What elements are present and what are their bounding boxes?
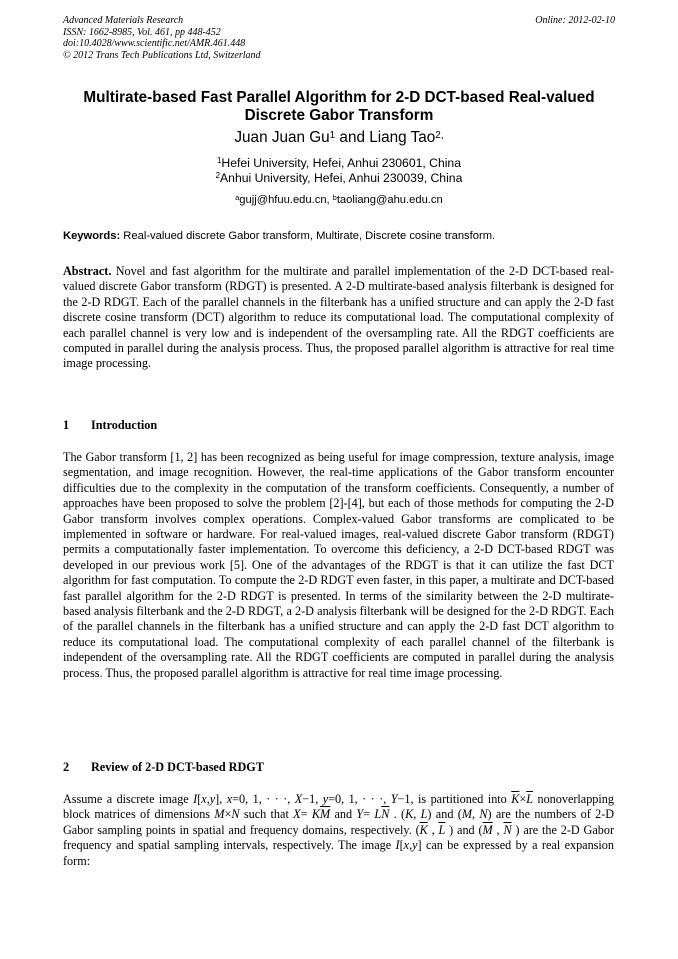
running-header — [63, 15, 615, 61]
s2-math: K — [405, 807, 414, 822]
s2-math: X — [293, 807, 301, 822]
email-line — [63, 193, 615, 207]
doi-line: doi:10.4028/www.scientific.net/AMR.461.448 — [63, 38, 246, 50]
s2-text: , — [206, 792, 210, 806]
s2-text: , — [409, 838, 413, 853]
s2-math: Y — [356, 807, 364, 822]
author-line — [63, 129, 615, 147]
s2-math-overline: $\overline{N}$ — [503, 822, 512, 837]
s2-text: × — [519, 792, 527, 806]
author-conjunction: and — [335, 129, 370, 146]
s2-math: M — [214, 807, 225, 822]
section-2-body — [63, 792, 614, 869]
author-2: Liang Tao — [369, 129, 436, 146]
s2-text: −1, — [302, 792, 323, 806]
s2-math-overline: $\overline{L}$ — [438, 822, 446, 837]
s2-math: x — [403, 838, 410, 853]
s2-math-overline: $\overline{M}$ — [482, 822, 493, 837]
abstract-text: Novel and fast algorithm for the multirate and parallel implementation of the 2-D DCT-based real-valued discrete Gabor transform (RDGT) is presented. A 2-D multirate-based analysis filterbank is designed for the 2-D RDGT. Each of the parallel channels in the filterbank has a unified structure and can apply the 2-D fast discrete cosine transform (DCT) algorithm to reduce its computational load. The computational complexity of each parallel channel is very low and is independent of the oversampling rate. All the RDGT coefficients are computed in parallel during the analysis process. Thus, the proposed parallel algorithm is attractive for real time image processing. — [63, 264, 614, 371]
author-2-affil: 2, — [435, 130, 444, 141]
section-1-number: 1 — [63, 418, 70, 432]
s2-math-overline: $\overline{K}$ — [419, 822, 428, 837]
author-1-affil: 1 — [329, 130, 336, 141]
s2-text: = — [300, 807, 312, 822]
section-2-title: Review of 2-D DCT-based RDGT — [91, 760, 264, 774]
s2-math: y — [322, 792, 329, 806]
keywords-text: Real-valued discrete Gabor transform, Multirate, Discrete cosine transform. — [120, 230, 496, 242]
s2-text: . ( — [389, 807, 406, 822]
s2-text: such that — [239, 807, 294, 822]
email-a-marker: a — [235, 193, 240, 202]
s2-math-overline: $\overline{L}$ — [526, 792, 534, 806]
keywords — [63, 229, 615, 243]
s2-text: ] can be expressed by a real expansion form: — [63, 838, 614, 868]
s2-math: I — [193, 792, 198, 806]
s2-text: Assume a discrete image — [63, 792, 194, 806]
s2-math: M — [461, 807, 472, 822]
s2-text: =0, 1, · · ·, — [232, 792, 295, 806]
s2-math: N — [479, 807, 488, 822]
copyright-line: © 2012 Trans Tech Publications Ltd, Switzerland — [63, 49, 261, 61]
author-1: Juan Juan Gu — [234, 129, 330, 146]
online-date: Online: 2012-02-10 — [535, 15, 615, 26]
s2-text: = — [363, 807, 375, 822]
email-b-marker: b — [332, 193, 337, 202]
section-1-heading — [63, 418, 157, 432]
s2-text: ], — [215, 792, 227, 806]
s2-text: , — [492, 822, 504, 837]
s2-text: , — [471, 807, 480, 822]
issn-line: ISSN: 1662-8985, Vol. 461, pp 448-452 — [63, 26, 221, 38]
s2-text: =0, 1, · · ·, — [328, 792, 391, 806]
paper-title: Multirate-based Fast Parallel Algorithm for 2-D DCT-based Real-valued Discrete Gabor Transform — [83, 89, 595, 124]
s2-text: ) and ( — [445, 822, 483, 837]
s2-math: y — [209, 792, 216, 806]
s2-math-overline: $\overline{N}$ — [381, 807, 390, 822]
s2-math: L — [374, 807, 382, 822]
s2-text: ) are the numbers of 2-D Gabor sampling points in spatial and frequency domains, respectively. ( — [63, 807, 615, 837]
s2-text: −1, is partitioned into — [397, 792, 512, 806]
affiliation-2 — [63, 171, 615, 185]
s2-text: ) and ( — [427, 807, 462, 822]
s2-math-overline: $\overline{K}$ — [511, 792, 520, 806]
affiliation-2-marker: 2 — [215, 171, 221, 180]
section-2-heading — [63, 760, 264, 774]
s2-text: ) are the 2-D Gabor frequency and spatial sampling intervals, respectively. The image — [63, 822, 615, 853]
abstract — [63, 264, 614, 372]
s2-math: N — [231, 807, 240, 822]
section-1-body: The Gabor transform [1, 2] has been recognized as being useful for image compression, texture analysis, image segmentation, and image recognition. However, the real-time applications of the Gabor transform encounter difficulties due to the complexity in the computation of the transform coefficients. Consequently, a number of approaches have been proposed to solve the problem [2]-[4], but each of those methods for computing the 2-D Gabor transform involves complex operations. Complex-valued Gabor transforms are complicated to be implemented in software or hardware. For real-valued images, real-valued discrete Gabor transform (RDGT) permits a computationally faster implementation. To overcome this deficiency, a 2-D DCT-based RDGT was developed in our previous work [5]. One of the advantages of the RDGT is that it can utilize the fast DCT algorithm for fast computation. To compute the 2-D RDGT even faster, in this paper, a multirate and DCT-based fast parallel algorithm for the 2-D RDGT is presented. In terms of the similarity between the 2-D multirate-based analysis filterbank and the 2-D RDGT, a 2-D analysis filterbank will be designed for the 2-D RDGT. Each of the parallel channels in the filterbank has a unified structure and can apply the 2-D fast DCT algorithm to reduce its computational load. The computational complexity of each parallel channel of the filterbank is independent of the oversampling rate. All the RDGT coefficients are computed in parallel during the analysis process. Thus, the proposed parallel algorithm is attractive for real time image processing. — [63, 450, 614, 680]
s2-math-overline: $\overline{M}$ — [319, 807, 331, 822]
email-b: taoliang@ahu.edu.cn — [336, 194, 443, 206]
s2-math: X — [294, 792, 303, 806]
s2-math: Y — [390, 792, 398, 806]
section-2-number: 2 — [63, 760, 70, 774]
s2-text: × — [224, 807, 232, 822]
s2-math: L — [420, 807, 428, 822]
s2-text: , — [413, 807, 421, 822]
journal-name: Advanced Materials Research — [63, 15, 184, 26]
affiliation-2-text: Anhui University, Hefei, Anhui 230039, China — [220, 171, 463, 185]
section-1-title: Introduction — [91, 418, 158, 432]
s2-math: I — [395, 838, 400, 853]
keywords-label: Keywords: — [63, 230, 121, 242]
affiliation-1-text: Hefei University, Hefei, Anhui 230601, China — [221, 156, 461, 170]
affiliation-1 — [63, 156, 615, 170]
s2-text: [ — [399, 838, 404, 853]
s2-math: y — [412, 838, 418, 853]
abstract-label: Abstract. — [63, 264, 112, 278]
s2-text: and — [330, 807, 357, 822]
s2-text: , — [427, 822, 439, 837]
affiliation-1-marker: 1 — [216, 156, 222, 165]
s2-math: x — [226, 792, 233, 806]
s2-text: nonoverlapping block matrices of dimensions — [63, 792, 614, 822]
s2-text: [ — [197, 792, 202, 806]
email-a: gujj@hfuu.edu.cn, — [239, 194, 333, 206]
s2-math: x — [201, 792, 207, 806]
s2-math: K — [311, 807, 320, 822]
